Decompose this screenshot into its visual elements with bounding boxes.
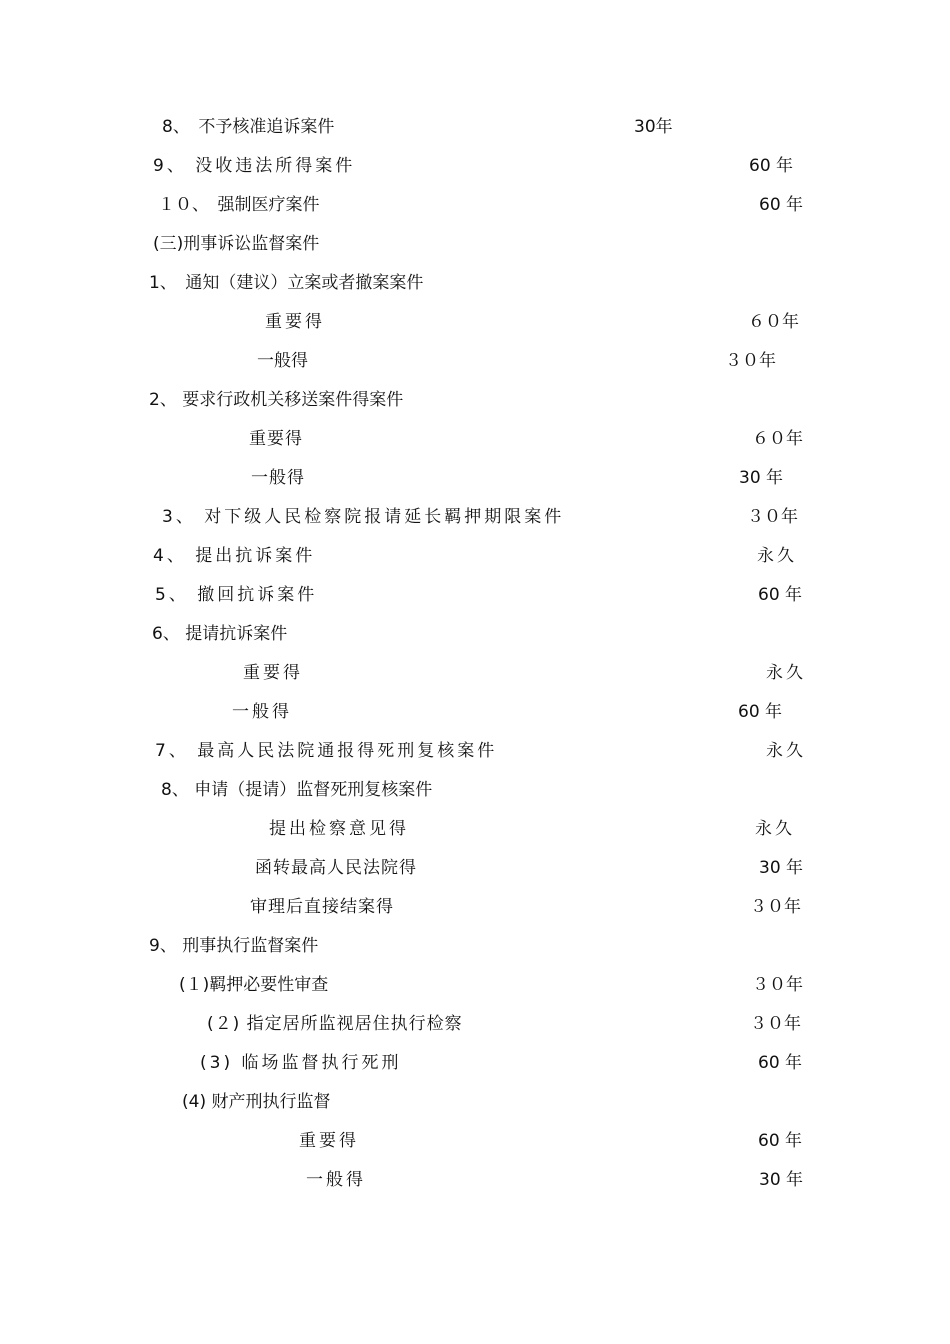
row-label: 2、 要求行政机关移送案件得案件 [149,390,404,410]
row-period: 60 年 [758,1131,803,1151]
row-label: 3、 对下级人民检察院报请延长羁押期限案件 [162,507,565,527]
row-label: 9、 没收违法所得案件 [153,156,356,176]
row-period: ６０年 [748,312,799,332]
row-period: 30 年 [739,468,784,488]
row-period: 永久 [766,741,806,761]
row-label: 8、 申请（提请）监督死刑复核案件 [161,780,433,800]
row-period: 60 年 [738,702,783,722]
row-label: 4、 提出抗诉案件 [153,546,316,566]
row-period: ６０年 [752,429,803,449]
row-period: ３０年 [750,897,801,917]
row-label: 6、 提请抗诉案件 [152,624,288,644]
row-period: ３０年 [752,975,803,995]
row-period: 60 年 [759,195,804,215]
row-label: 重要得 [265,312,325,332]
row-label: 5、 撤回抗诉案件 [155,585,318,605]
row-label: 一般得 [306,1170,366,1190]
row-label: 一般得 [232,702,292,722]
row-period: 60 年 [749,156,794,176]
row-period: 30 年 [759,858,804,878]
row-period: 60 年 [758,585,803,605]
row-label: 1、 通知（建议）立案或者撤案案件 [149,273,424,293]
row-period: 60 年 [758,1053,803,1073]
row-label: 7、 最高人民法院通报得死刑复核案件 [155,741,498,761]
row-period: 永久 [766,663,806,683]
row-label: 一般得 [257,351,308,371]
row-label: 8、 不予核准追诉案件 [162,117,335,137]
row-period: 永久 [757,546,797,566]
section-heading: (三)刑事诉讼监督案件 [153,234,320,254]
row-label: 提出检察意见得 [269,819,409,839]
row-period: ３０年 [750,1014,801,1034]
row-label: 函转最高人民法院得 [255,858,417,878]
row-label: 重要得 [299,1131,359,1151]
row-label: (１)羁押必要性审查 [179,975,329,995]
row-label: 重要得 [243,663,303,683]
row-period: 永久 [755,819,795,839]
row-label: (4) 财产刑执行监督 [182,1092,331,1112]
row-label: 审理后直接结案得 [250,897,394,917]
row-period: ３０年 [725,351,776,371]
row-period: 30 年 [759,1170,804,1190]
row-period: 30年 [634,117,673,137]
row-label: 9、 刑事执行监督案件 [149,936,319,956]
row-label: (3) 临场监督执行死刑 [200,1053,402,1073]
row-label: 重要得 [249,429,303,449]
row-label: １０、 强制医疗案件 [158,195,320,215]
row-label: (２) 指定居所监视居住执行检察 [207,1014,463,1034]
row-label: 一般得 [251,468,305,488]
row-period: ３０年 [747,507,798,527]
